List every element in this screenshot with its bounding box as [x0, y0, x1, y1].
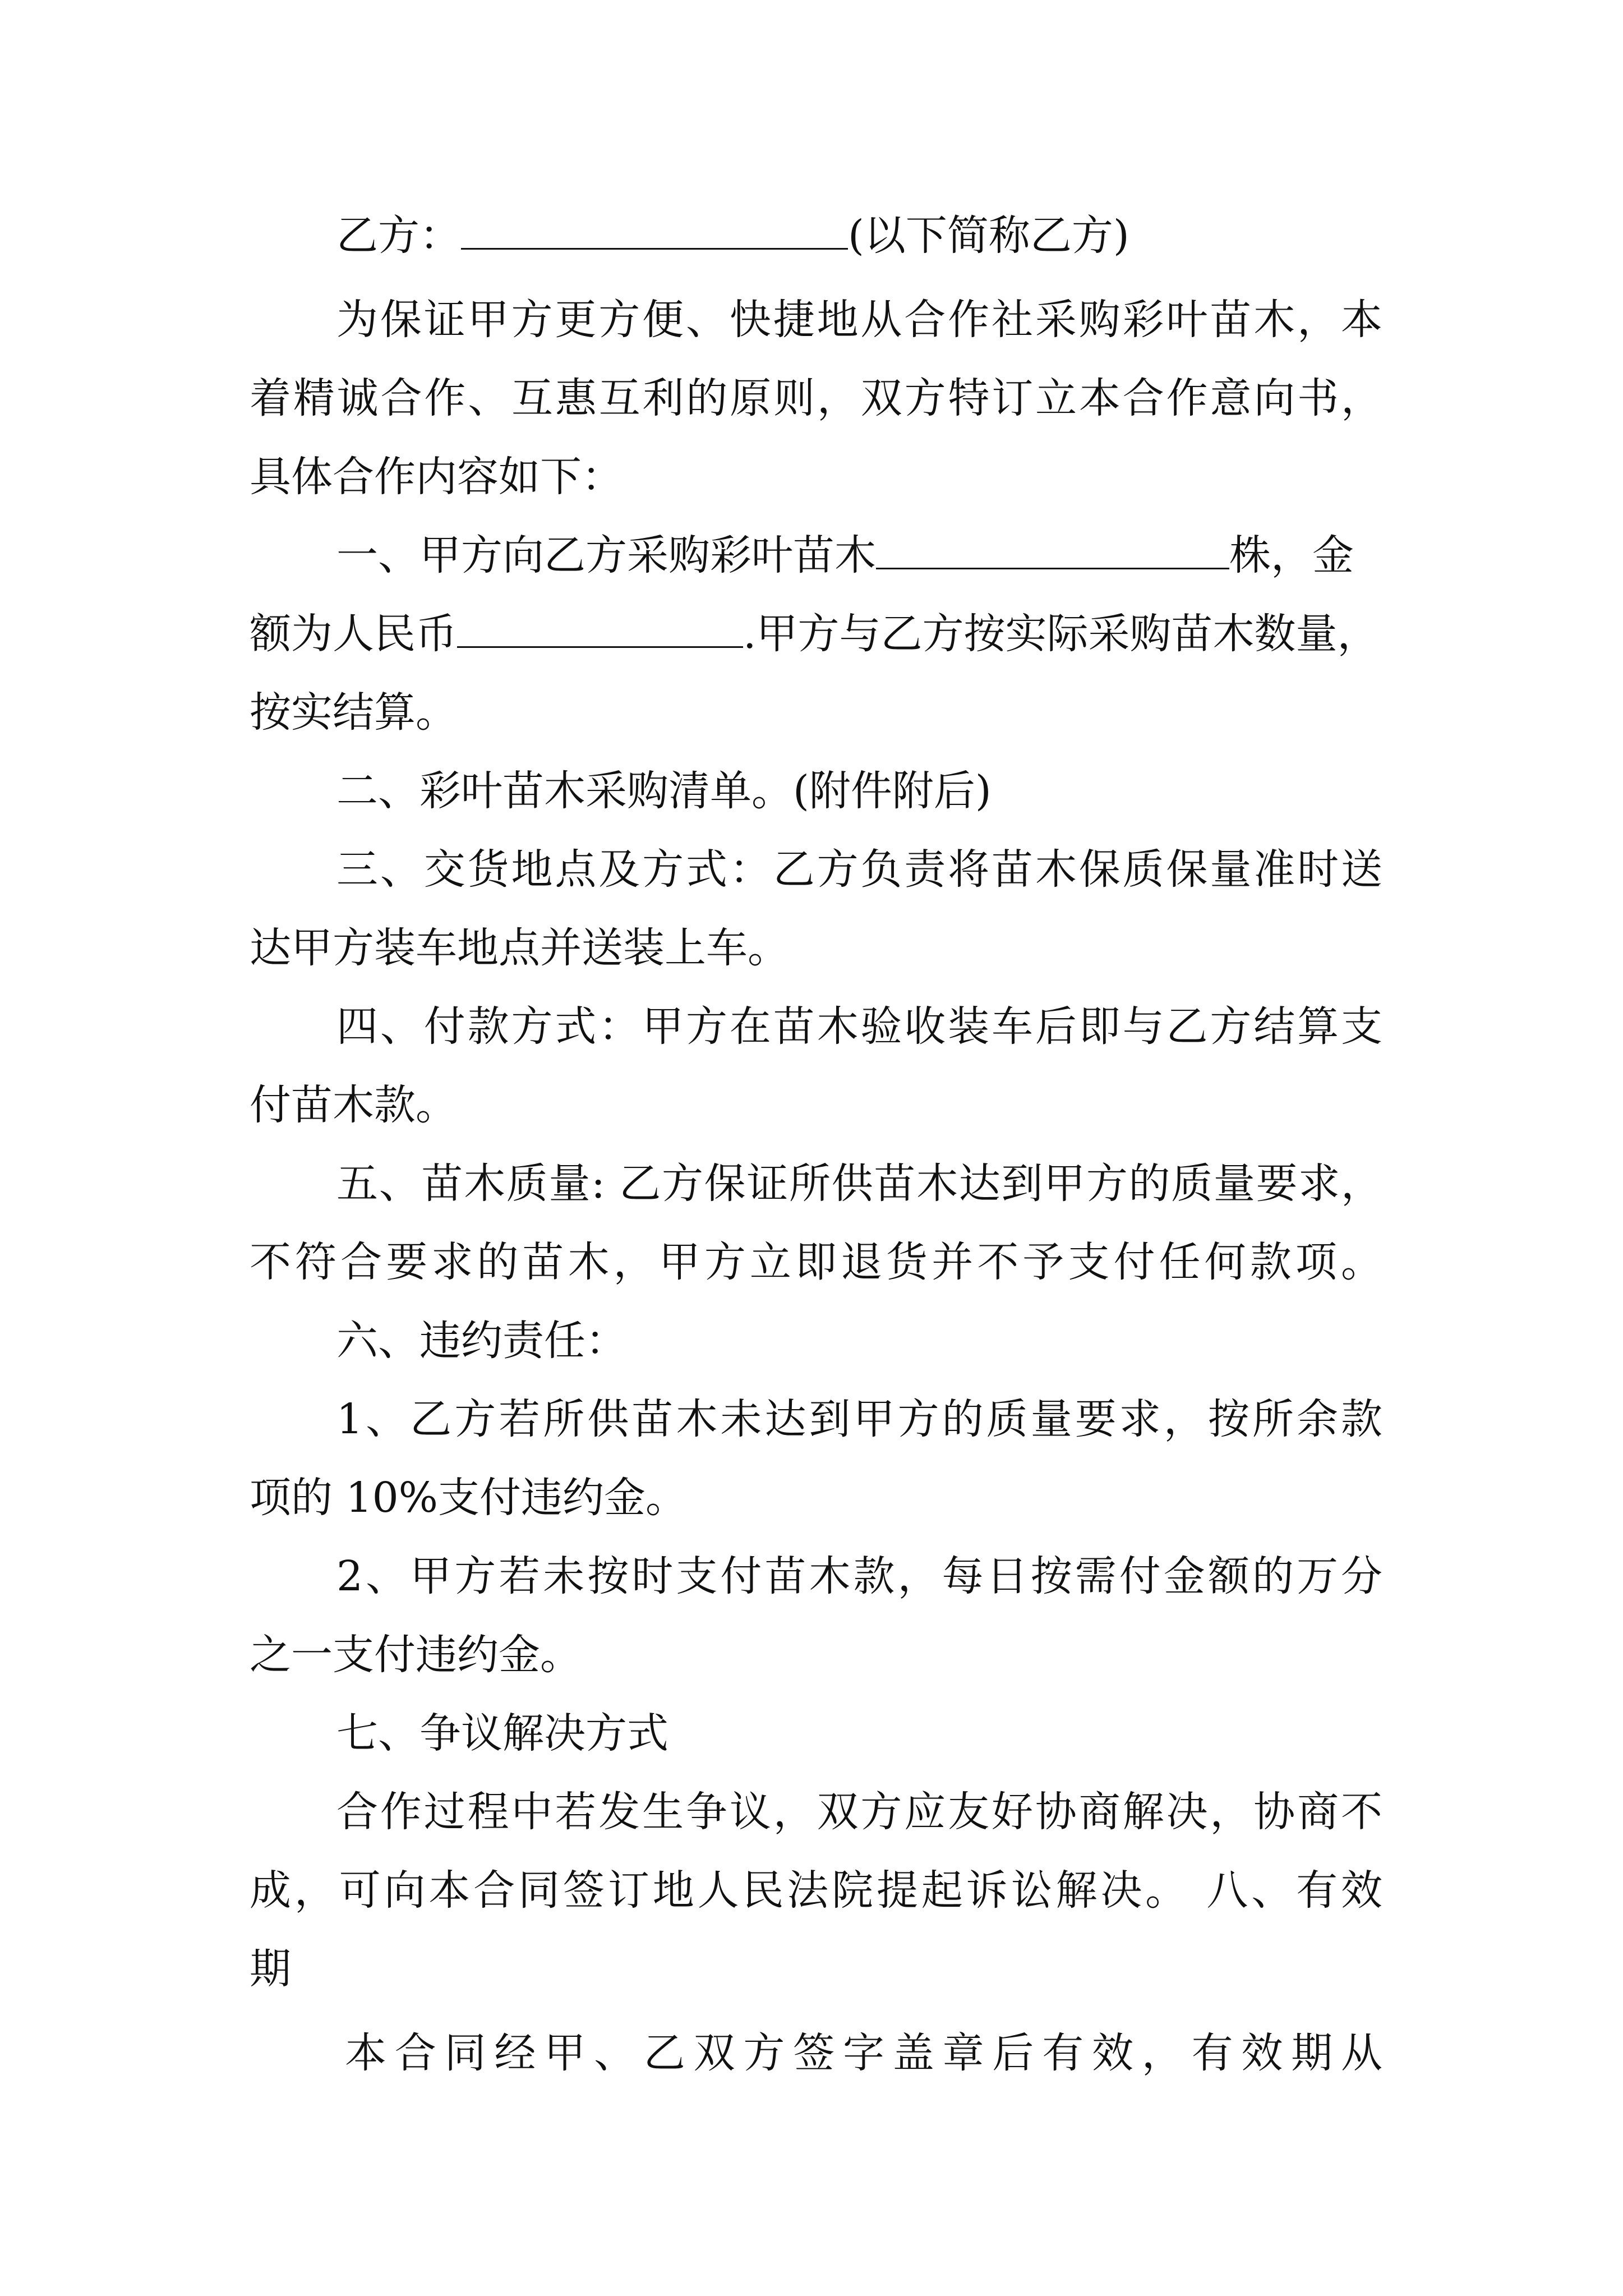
item-1-text-c: 额为人民币 [250, 610, 457, 658]
item-1-line-3: 按实结算。 [250, 688, 457, 737]
item-8-line-1: 本合同经甲、乙双方签字盖章后有效，有效期从 [345, 2029, 1382, 2077]
item-1-text-d: .甲方与乙方按实际采购苗木数量， [743, 610, 1379, 658]
item-6-1-line-1: 1、乙方若所供苗木未达到甲方的质量要求，按所余款 [336, 1395, 1382, 1443]
item-7-line-3: 期 [250, 1945, 291, 1993]
item-6-2-line-2: 之一支付违约金。 [250, 1631, 582, 1679]
item-1-line-2 [250, 606, 1382, 662]
item-7-heading: 七、争议解决方式 [336, 1709, 668, 1757]
item-4-line-1: 四、付款方式：甲方在苗木验收装车后即与乙方结算支 [336, 1002, 1382, 1051]
party-b-line [336, 208, 1382, 264]
item-1-text-a: 一、甲方向乙方采购彩叶苗木 [336, 531, 876, 579]
item-7-line-1: 合作过程中若发生争议，双方应友好协商解决，协商不 [336, 1788, 1382, 1836]
item-1-text-b: 株，金 [1229, 531, 1354, 579]
item-6-heading: 六、违约责任： [336, 1317, 627, 1365]
item-6-2-line-1: 2、甲方若未按时支付苗木款，每日按需付金额的万分 [336, 1552, 1382, 1600]
item-5-line-2: 不符合要求的苗木，甲方立即退货并不予支付任何款项。 [250, 1238, 1382, 1286]
party-b-label: 乙方： [336, 211, 461, 260]
item-2: 二、彩叶苗木采购清单。(附件附后) [336, 767, 992, 815]
item-7-line-2: 成，可向本合同签订地人民法院提起诉讼解决。 八、有效 [250, 1866, 1382, 1915]
item-3-line-2: 达甲方装车地点并送装上车。 [250, 924, 789, 972]
intro-line-1: 为保证甲方更方便、快捷地从合作社采购彩叶苗木，本 [336, 296, 1382, 344]
item-3-line-1: 三、交货地点及方式：乙方负责将苗木保质保量准时送 [336, 845, 1382, 894]
item-5-line-1: 五、苗木质量: 乙方保证所供苗木达到甲方的质量要求， [336, 1159, 1382, 1208]
intro-line-3: 具体合作内容如下： [250, 453, 623, 501]
intro-line-2: 着精诚合作、互惠互利的原则，双方特订立本合作意向书， [250, 374, 1382, 422]
item-1-line-1 [336, 527, 1382, 583]
party-b-blank [461, 214, 848, 250]
amount-blank [457, 613, 743, 648]
item-6-1-line-2: 项的 10%支付违约金。 [250, 1474, 687, 1522]
item-4-line-2: 付苗木款。 [250, 1081, 457, 1129]
party-b-suffix: (以下简称乙方) [848, 211, 1129, 260]
quantity-blank [876, 534, 1229, 569]
